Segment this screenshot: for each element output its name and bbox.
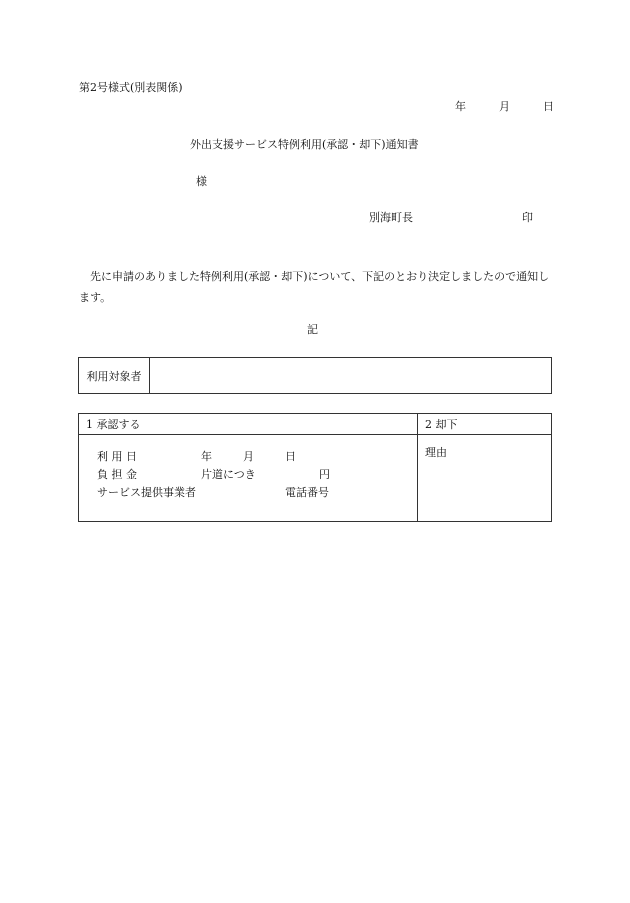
decision-table <box>78 413 552 522</box>
notice-body-text: 先に申請のありました特例利用(承認・却下)について、下記のとおり決定しましたので通知します。 <box>79 270 550 304</box>
reject-heading: 2 却下 <box>418 414 552 435</box>
notice-body <box>79 266 551 308</box>
addressee-suffix: 様 <box>196 175 207 188</box>
ki-heading: 記 <box>307 323 318 336</box>
approve-details <box>79 435 418 522</box>
seal-mark: 印 <box>522 211 533 224</box>
provider-label: サービス提供事業者 <box>97 486 196 499</box>
approve-heading: 1 承認する <box>79 414 418 435</box>
issuer-name: 別海町長 <box>369 211 413 224</box>
yen-label: 円 <box>319 468 330 481</box>
target-person-table <box>78 357 552 394</box>
usage-year-label: 年 <box>201 450 212 463</box>
per-trip-label: 片道につき <box>201 468 256 481</box>
document-title: 外出支援サービス特例利用(承認・却下)通知書 <box>190 138 419 151</box>
form-number: 第2号様式(別表関係) <box>79 81 183 94</box>
day-label: 日 <box>543 100 554 113</box>
target-person-label: 利用対象者 <box>79 358 150 394</box>
year-label: 年 <box>455 100 466 113</box>
usage-date-label: 利 用 日 <box>97 450 137 463</box>
month-label: 月 <box>499 100 510 113</box>
burden-label: 負 担 金 <box>97 468 137 481</box>
target-person-field <box>150 358 552 394</box>
usage-day-label: 日 <box>285 450 296 463</box>
reason-label: 理由 <box>425 446 447 459</box>
usage-month-label: 月 <box>243 450 254 463</box>
reason-cell <box>418 435 552 522</box>
issue-date <box>455 101 554 112</box>
phone-label: 電話番号 <box>285 486 329 499</box>
